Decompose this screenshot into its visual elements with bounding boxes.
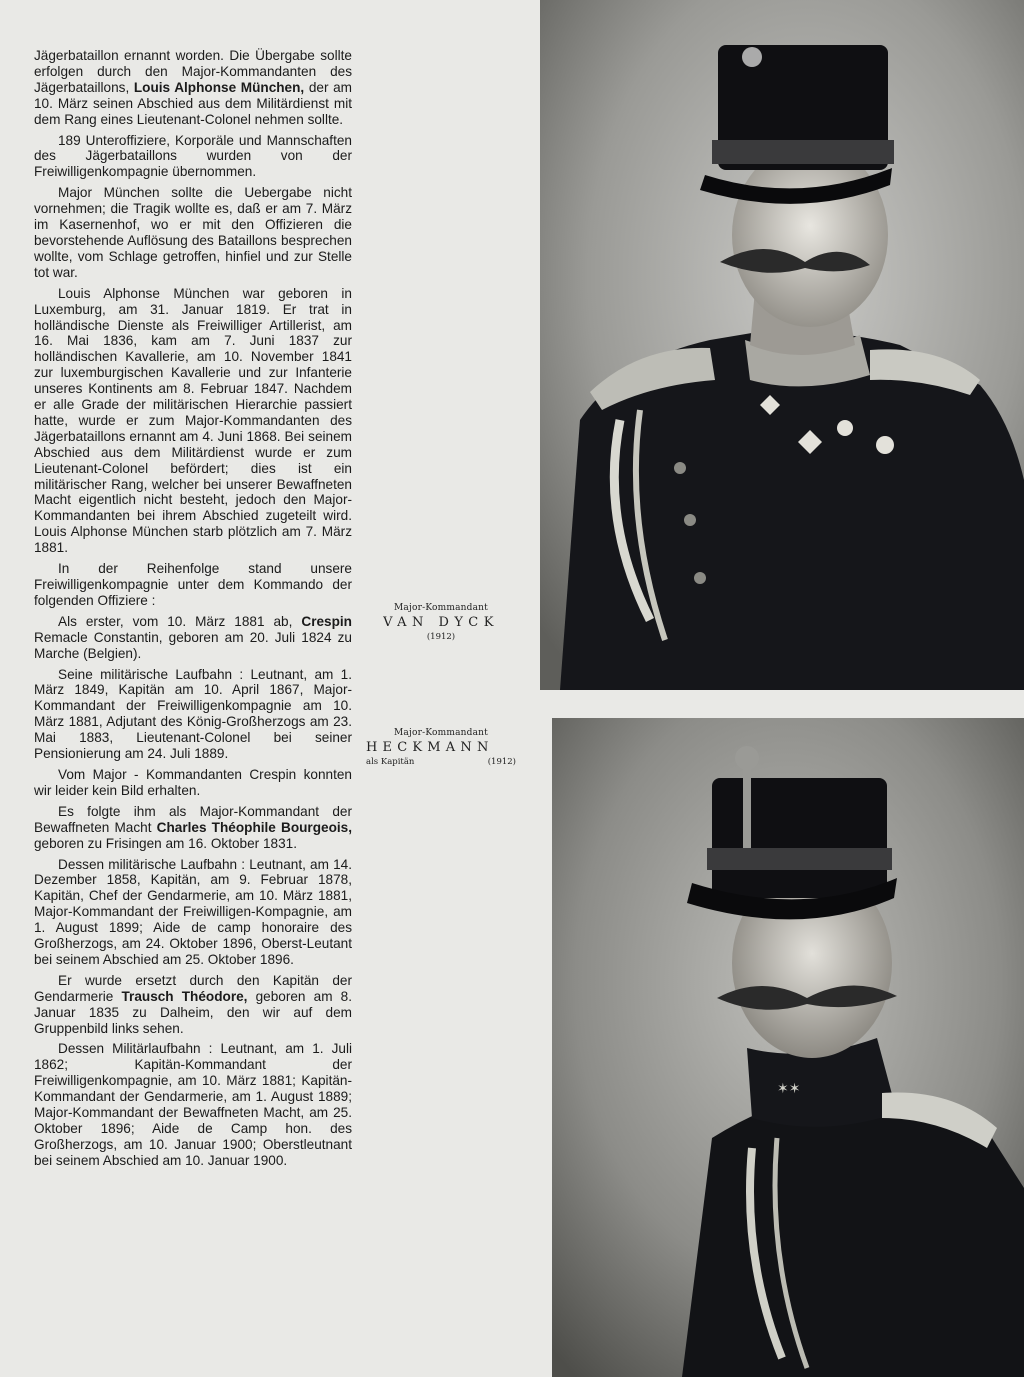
article-paragraph bbox=[34, 973, 352, 1037]
caption-role: Major-Kommandant bbox=[393, 728, 488, 738]
caption-note: als Kapitän bbox=[366, 757, 415, 767]
caption-van-dyck bbox=[366, 603, 516, 642]
portrait-illustration-bottom bbox=[552, 718, 1024, 1377]
article-paragraph bbox=[34, 614, 352, 662]
portrait-illustration-top bbox=[540, 0, 1024, 690]
caption-year: (1912) bbox=[487, 757, 516, 767]
bold-name: Crespin bbox=[301, 613, 352, 629]
article-paragraph bbox=[34, 286, 352, 556]
article-paragraph bbox=[34, 667, 352, 762]
paragraph-text: Major München sollte die Uebergabe nicht vornehmen; die Tragik wollte es, daß er am 7. März im Kasernenhof, wo er mit den Offizieren die bevorstehende Auflösung des Bataillons besprechen wollte, vom Schlage getroffen, hinfiel und zur Stelle tot war. bbox=[34, 185, 352, 280]
paragraph-text: Seine militärische Laufbahn : Leutnant, am 1. März 1849, Kapitän am 10. April 1867, Major-Kommandant der Freiwilligenkompagnie am 10. März 1881, Adjutant des König-Großherzogs am 23. Mai 1883, Lieutenant-Colonel bei seiner Pensionierung am 24. Juli 1889. bbox=[34, 666, 352, 762]
bold-name: Charles Théophile Bourgeois, bbox=[156, 819, 353, 835]
paragraph-text: Es folgte ihm als Major-Kommandant der Bewaffneten Macht bbox=[34, 803, 352, 835]
paragraph-text: geboren am 8. Januar 1835 zu Dalheim, den wir auf dem Gruppenbild links sehen. bbox=[34, 988, 352, 1036]
article-paragraph bbox=[34, 48, 352, 128]
paragraph-text: geboren zu Frisingen am 16. Oktober 1831. bbox=[34, 835, 297, 851]
article-paragraph bbox=[34, 561, 352, 609]
paragraph-text: Als erster, vom 10. März 1881 ab, bbox=[58, 613, 302, 629]
article-paragraph bbox=[34, 1041, 352, 1168]
portrait-photo-heckmann bbox=[552, 718, 1024, 1377]
paragraph-text: der am 10. März seinen Abschied aus dem Militärdienst mit dem Rang eines Lieutenant-Colonel nehmen sollte. bbox=[34, 79, 352, 127]
portrait-photo-van-dyck bbox=[540, 0, 1024, 690]
article-paragraph bbox=[34, 857, 352, 968]
paragraph-text: Louis Alphonse München war geboren in Luxemburg, am 31. Januar 1819. Er trat in holländische Dienste als Freiwilliger Artillerist, am 16. Mai 1836, kam am 7. Juni 1837 zur holländischen Kavallerie, am 10. November 1841 zur luxemburgischen Kavallerie und zur Infanterie unseres Kontinents am 8. Februar 1847. Nachdem er alle Grade der militärischen Hierarchie passiert hatte, wurde er zum Major-Kommandanten des Jägerbataillons ernannt am 4. Juni 1868. Bei seinem Abschied aus dem Militärdienst wurde er zum Lieutenant-Colonel befördert; dies ist ein militärischer Rang, welcher bei unserer Bewaffneten Macht eigentlich nicht besteht, jedoch den Major-Kommandanten bei ihrem Abschied zugeteilt wird. Louis Alphonse München starb plötzlich am 7. März 1881. bbox=[34, 285, 352, 556]
caption-role: Major-Kommandant bbox=[393, 603, 488, 613]
paragraph-text: Jägerbataillon ernannt worden. Die Übergabe sollte erfolgen durch den Major-Kommandanten des Jägerbataillons, bbox=[34, 48, 352, 95]
caption-name: VAN DYCK bbox=[383, 615, 499, 630]
paragraph-text: Dessen militärische Laufbahn : Leutnant, am 14. Dezember 1858, Kapitän, am 9. Februar 1878, Kapitän, Chef der Gendarmerie, am 10. März 1881, Major-Kommandant der Freiwilligen-Kompagnie, am 1. August 1899; Aide de camp honoraire des Großherzogs, am 24. Oktober 1896, Oberst-Leutant bei seinem Abschied am 25. Oktober 1896. bbox=[34, 856, 352, 967]
article-paragraph bbox=[34, 133, 352, 181]
caption-name: HECKMANN bbox=[366, 740, 494, 755]
article-paragraph bbox=[34, 767, 352, 799]
caption-heckmann bbox=[366, 728, 516, 767]
article-paragraph bbox=[34, 185, 352, 280]
article-paragraph bbox=[34, 804, 352, 852]
paragraph-text: Dessen Militärlaufbahn : Leutnant, am 1. Juli 1862; Kapitän-Kommandant der Freiwilligenkompagnie, am 10. März 1881; Kapitän-Kommandant der Gendarmerie, am 1. August 1889; Major-Kommandant der Bewaffneten Macht, am 25. Oktober 1896; Aide de Camp hon. des Großherzogs, am 10. Januar 1900; Oberstleutnant bei seinem Abschied am 10. Januar 1900. bbox=[34, 1041, 352, 1168]
caption-year: (1912) bbox=[426, 632, 456, 642]
caption-note-row bbox=[366, 757, 516, 767]
paragraph-text: Er wurde ersetzt durch den Kapitän der Gendarmerie bbox=[34, 972, 352, 1004]
bold-name: Louis Alphonse München, bbox=[133, 79, 305, 95]
paragraph-text: Vom Major - Kommandanten Crespin konnten wir leider kein Bild erhalten. bbox=[34, 766, 352, 798]
paragraph-text: In der Reihenfolge stand unsere Freiwilligenkompagnie unter dem Kommando der folgenden Offiziere : bbox=[34, 561, 352, 608]
paragraph-text: 189 Unteroffiziere, Korporäle und Mannschaften des Jägerbataillons wurden von der Freiwilligenkompagnie übernommen. bbox=[34, 132, 352, 180]
paragraph-text: Remacle Constantin, geboren am 20. Juli 1824 zu Marche (Belgien). bbox=[34, 629, 352, 661]
bold-name: Trausch Théodore, bbox=[121, 988, 248, 1004]
article-text-column bbox=[34, 48, 352, 1174]
svg-text:✶✶: ✶✶ bbox=[777, 1081, 801, 1097]
